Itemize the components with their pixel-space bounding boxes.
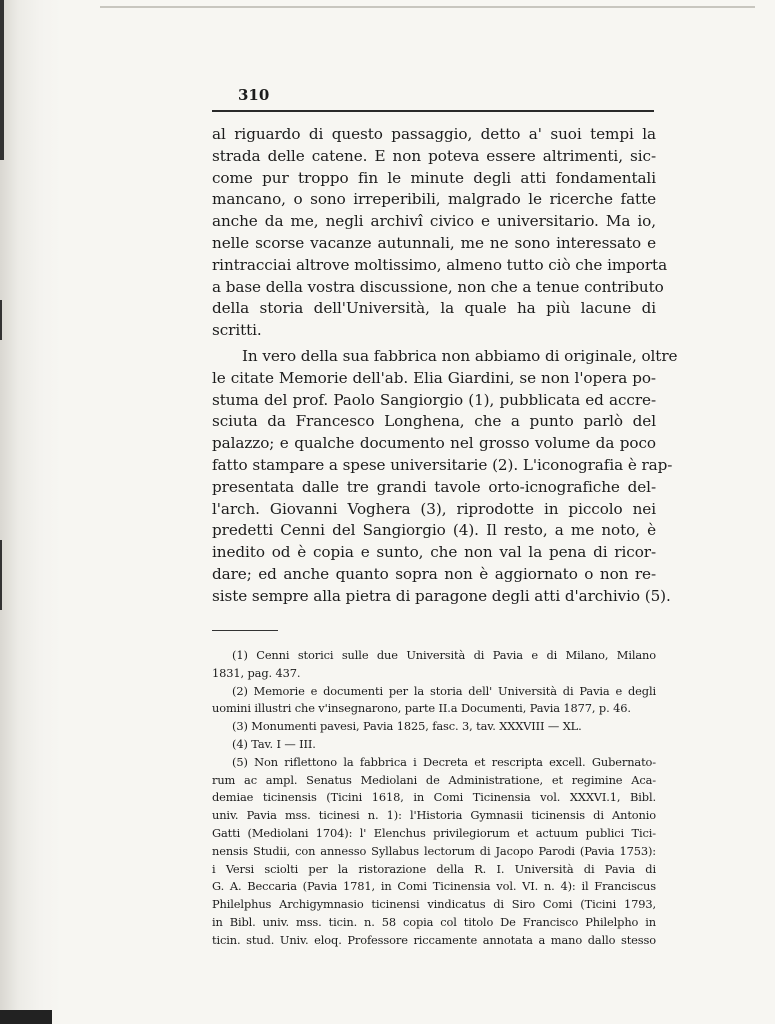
footnote-line: (2) Memorie e documenti per la storia dell' Università di Pavia e degli: [232, 683, 656, 698]
body-line: della storia dell'Università, la quale ha più lacune di: [212, 299, 656, 318]
body-line: rintracciai altrove moltissimo, almeno tutto ciò che importa: [212, 255, 668, 274]
footnote-line: (5) Non riflettono la fabbrica i Decreta et rescripta excell. Gubernato-: [232, 754, 656, 769]
footnote-line: in Bibl. univ. mss. ticin. n. 58 copia col titolo De Francisco Philelpho in: [212, 914, 656, 929]
body-line: mancano, o sono irreperibili, malgrado le ricerche fatte: [212, 190, 656, 209]
body-line: sciuta da Francesco Longhena, che a punto parlò del: [212, 412, 656, 431]
body-line: fatto stampare a spese universitarie (2). L'iconografia è rap-: [212, 455, 673, 474]
scan-edge-mark: [0, 300, 2, 340]
body-line: a base della vostra discussione, non che a tenue contributo: [212, 277, 664, 296]
body-line: strada delle catene. E non poteva essere altrimenti, sic-: [212, 146, 656, 165]
body-text: [212, 124, 678, 608]
footnote-line: ticin. stud. Univ. eloq. Professore riccamente annotata a mano dallo stesso: [212, 932, 656, 947]
scan-edge-mark: [0, 0, 4, 160]
page-number: 310: [238, 86, 270, 104]
body-line: In vero della sua fabbrica non abbiamo di originale, oltre: [242, 346, 678, 365]
body-line: stuma del prof. Paolo Sangiorgio (1), pubblicata ed accre-: [212, 390, 656, 409]
footnote-line: Philelphus Archigymnasio ticinensi vindicatus di Siro Comi (Ticini 1793,: [212, 897, 656, 912]
body-line: predetti Cenni del Sangiorgio (4). Il resto, a me noto, è: [212, 521, 656, 540]
body-line: anche da me, negli archivî civico e universitario. Ma io,: [212, 212, 656, 231]
book-page: [212, 86, 678, 950]
footnote-line: i Versi sciolti per la ristorazione della R. I. Università di Pavia di: [212, 861, 656, 876]
body-line: al riguardo di questo passaggio, detto a' suoi tempi la: [212, 125, 656, 143]
footnote-line: rum ac ampl. Senatus Mediolani de Administratione, et regimine Aca-: [212, 772, 656, 787]
body-line: le citate Memorie dell'ab. Elia Giardini, se non l'opera po-: [212, 368, 656, 387]
scan-corner-blot: [0, 1010, 52, 1024]
footnote-line: demiae ticinensis (Ticini 1618, in Comi Ticinensia vol. XXXVI.1, Bibl.: [212, 790, 656, 805]
footnote-line: univ. Pavia mss. ticinesi n. 1): l'Historia Gymnasii ticinensis di Antonio: [212, 808, 656, 823]
footnote-rule: [212, 630, 278, 632]
footnote-line: (3) Monumenti pavesi, Pavia 1825, fasc. 3, tav. XXXVIII — XL.: [232, 719, 582, 734]
footnote-line: (1) Cenni storici sulle due Università di Pavia e di Milano, Milano: [232, 648, 656, 663]
footnotes: [212, 647, 656, 950]
footnote-line: nensis Studii, con annesso Syllabus lectorum di Jacopo Parodi (Pavia 1753):: [212, 843, 656, 858]
scan-edge-mark: [0, 540, 2, 610]
body-line: scritti.: [212, 321, 262, 340]
body-line: l'arch. Giovanni Voghera (3), riprodotte in piccolo nei: [212, 499, 656, 518]
body-line: siste sempre alla pietra di paragone degli atti d'archivio (5).: [212, 586, 671, 605]
scan-margin: [0, 0, 62, 1024]
body-line: dare; ed anche quanto sopra non è aggiornato o non re-: [212, 564, 656, 583]
body-line: inedito od è copia e sunto, che non val la pena di ricor-: [212, 543, 656, 562]
header-rule: [212, 110, 654, 112]
body-line: palazzo; e qualche documento nel grosso volume da poco: [212, 434, 656, 453]
footnote-line: 1831, pag. 437.: [212, 665, 301, 680]
footnote-line: uomini illustri che v'insegnarono, parte II.a Documenti, Pavia 1877, p. 46.: [212, 701, 631, 716]
footnote-line: (4) Tav. I — III.: [232, 737, 316, 752]
footnote-line: G. A. Beccaria (Pavia 1781, in Comi Ticinensia vol. VI. n. 4): il Franciscus: [212, 879, 656, 894]
body-line: nelle scorse vacanze autunnali, me ne sono interessato e: [212, 233, 656, 252]
body-line: come pur troppo fin le minute degli atti fondamentali: [212, 168, 656, 187]
body-line: presentata dalle tre grandi tavole orto-icnografiche del-: [212, 477, 656, 496]
scan-top-edge: [100, 6, 755, 8]
footnote-line: Gatti (Mediolani 1704): l' Elenchus privilegiorum et actuum publici Tici-: [212, 826, 656, 840]
